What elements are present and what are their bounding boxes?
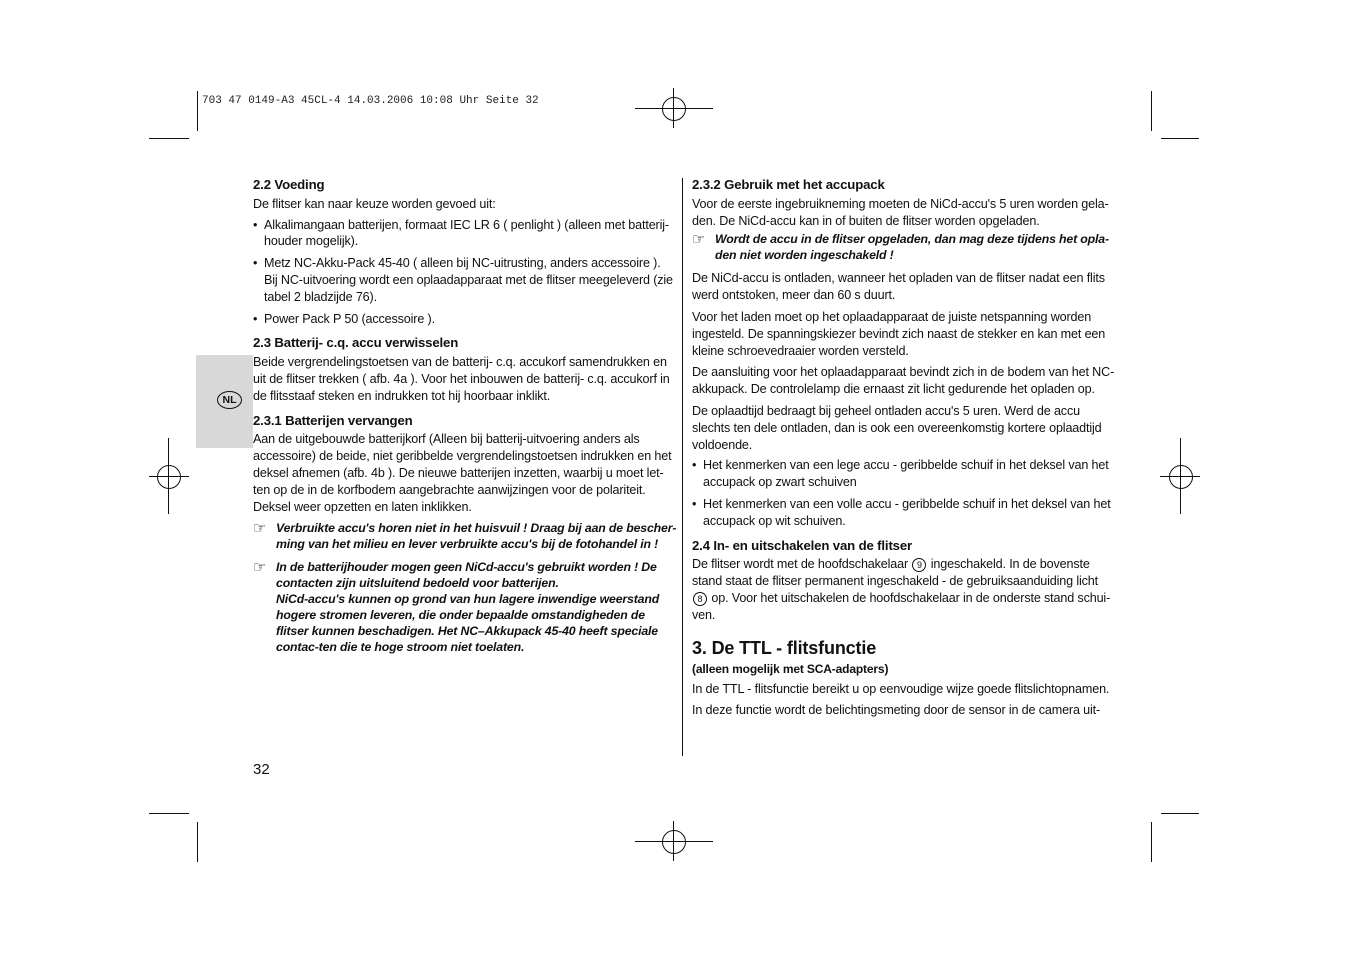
warning-note: ☞ Verbruikte accu's horen niet in het huisvuil ! Draag bij aan de bescher-ming van het milieu en lever verbruikte accu's bij de fotohandel in ! xyxy=(253,520,677,552)
print-slug: 703 47 0149-A3 45CL-4 14.03.2006 10:08 Uhr Seite 32 xyxy=(202,95,539,107)
list-item: • Metz NC-Akku-Pack 45-40 ( alleen bij NC-uitrusting, anders accessoire ). Bij NC-uitvoering wordt een oplaadapparaat met de flitser meegeleverd (zie tabel 2 bladzijde 76). xyxy=(253,256,673,304)
paragraph: Beide vergrendelingstoetsen van de batterij- c.q. accukorf samendrukken en uit de flitser trekken ( afb. 4a ). Voor het inbouwen de batterij- c.q. accukorf in de flitsstaaf steken en indrukken tot hij hoorbaar inklikt. xyxy=(253,355,670,403)
heading-2-3-2: 2.3.2 Gebruik met het accupack xyxy=(692,177,885,192)
right-column xyxy=(692,177,1116,719)
list-item: • Het kenmerken van een lege accu - geribbelde schuif in het deksel van het accupack op zwart schuiven xyxy=(692,458,1109,490)
warning-note: ☞ In de batterijhouder mogen geen NiCd-accu's gebruikt worden ! De contacten zijn uitsluitend bedoeld voor batterijen. NiCd-accu's kunnen op grond van hun lagere inwendige weerstand hogere stromen leveren, die onder bepaalde omstandigheden de flitser kunnen beschadigen. Het NC–Akkupack 45-40 heeft speciale contac-ten die te hoge stroom niet toelaten. xyxy=(253,559,660,655)
bullet-icon: • xyxy=(253,217,258,232)
paragraph: De oplaadtijd bedraagt bij geheel ontladen accu's 5 uren. Werd de accu slechts ten dele ontladen, dan is ook een overeenkomstig kortere oplaadtijd voldoende. xyxy=(692,403,1102,452)
heading-3: 3. De TTL - flitsfunctie xyxy=(692,637,877,658)
warning-note: ☞ Wordt de accu in de flitser opgeladen, dan mag deze tijdens het opla-den niet worden ingeschakeld ! xyxy=(692,231,1109,263)
page-number: 32 xyxy=(253,761,270,778)
paragraph: Voor het laden moet op het oplaadapparaat de juiste netspanning worden ingesteld. De spanningskiezer bevindt zich naast de stekker en kan met een kleine schroevedraaier worden versteld. xyxy=(692,309,1106,358)
language-badge: NL xyxy=(217,391,242,409)
heading-2-2: 2.2 Voeding xyxy=(253,177,325,192)
paragraph: In de TTL - flitsfunctie bereikt u op eenvoudige wijze goede flitslichtopnamen. xyxy=(692,682,1110,697)
heading-2-3-1: 2.3.1 Batterijen vervangen xyxy=(253,412,413,428)
paragraph: Voor de eerste ingebruikneming moeten de NiCd-accu's 5 uren worden gela-den. De NiCd-accu kan in of buiten de flitser worden opgeladen. xyxy=(692,196,1109,228)
paragraph: De flitser kan naar keuze worden gevoed uit: xyxy=(253,196,496,211)
pointing-hand-icon: ☞ xyxy=(692,231,706,249)
language-tab xyxy=(196,355,253,448)
paragraph: Aan de uitgebouwde batterijkorf (Alleen bij batterij-uitvoering anders als accessoire) de beide, niet geribbelde vergrendelingstoetsen indrukken en het deksel afnemen (afb. 4b ). De nieuwe batterijen inzetten, waarbij u moet let-ten op de in de korfbodem aangebrachte aanwijzingen voor de polariteit. Deksel weer opzetten en laten inklikken. xyxy=(253,432,672,514)
column-divider xyxy=(682,178,683,756)
paragraph: In deze functie wordt de belichtingsmeting door de sensor in de camera uit- xyxy=(692,703,1101,718)
pointing-hand-icon: ☞ xyxy=(253,559,267,577)
left-column xyxy=(253,177,677,655)
subheading: (alleen mogelijk met SCA-adapters) xyxy=(692,661,889,676)
paragraph: De NiCd-accu is ontladen, wanneer het opladen van de flitser nadat een flits werd ontstoken, meer dan 60 s duurt. xyxy=(692,271,1105,303)
list-item: • Alkalimangaan batterijen, formaat IEC LR 6 ( penlight ) (alleen met batterij-houder mogelijk). xyxy=(253,217,669,249)
list-item: • Power Pack P 50 (accessoire ). xyxy=(253,311,435,326)
pointing-hand-icon: ☞ xyxy=(253,520,267,538)
heading-2-3: 2.3 Batterij- c.q. accu verwisselen xyxy=(253,335,459,351)
paragraph: De aansluiting voor het oplaadapparaat bevindt zich in de bodem van het NC-akkupack. De controlelamp die ernaast zit licht gedurende het opladen op. xyxy=(692,365,1115,397)
bullet-icon: • xyxy=(692,496,697,511)
heading-2-4: 2.4 In- en uitschakelen van de flitser xyxy=(692,537,913,553)
paragraph: De flitser wordt met de hoofdschakelaar 9 ingeschakeld. In de bovenste stand staat de flitser permanent ingeschakeld - de gebruiksaanduiding licht 8 op. Voor het uitschakelen de hoofdschakelaar in de onderste stand schui-ven. xyxy=(692,557,1111,622)
bullet-icon: • xyxy=(692,458,697,473)
list-item: • Het kenmerken van een volle accu - geribbelde schuif in het deksel van het accupack op wit schuiven. xyxy=(692,496,1111,528)
callout-number-9: 9 xyxy=(912,558,926,572)
bullet-icon: • xyxy=(253,311,258,326)
bullet-icon: • xyxy=(253,256,258,271)
callout-number-8: 8 xyxy=(693,592,707,606)
